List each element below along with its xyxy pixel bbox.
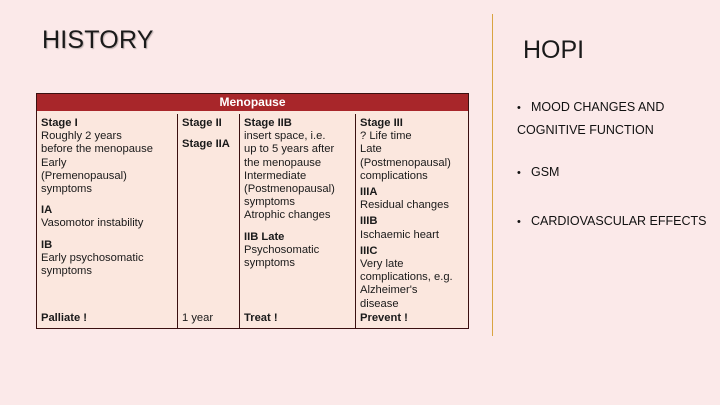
stage-1-text: (Premenopausal) xyxy=(41,169,127,182)
stage-3-text: Late xyxy=(360,143,382,156)
stage-1-text: Roughly 2 years xyxy=(41,130,122,143)
stage-ib-title: IB xyxy=(41,238,53,251)
vertical-divider xyxy=(492,14,493,336)
stage-3-column xyxy=(355,114,468,328)
bullet-dot-icon: • xyxy=(517,167,521,179)
stage-2b-column xyxy=(239,114,355,328)
bullet-text: MOOD CHANGES AND xyxy=(531,100,665,114)
stage-ia-text: Vasomotor instability xyxy=(41,217,144,230)
stage-3c-text: disease xyxy=(360,297,399,310)
hopi-bullet-list xyxy=(517,96,717,255)
stage-ia-title: IA xyxy=(41,204,53,217)
stage-2-footer: 1 year xyxy=(182,311,214,324)
bullet-item xyxy=(517,163,717,182)
stage-2b-text: insert space, i.e. xyxy=(244,130,326,143)
stage-3-text: ? Life time xyxy=(360,130,412,143)
bullet-item xyxy=(517,96,717,141)
stage-3b-text: Ischaemic heart xyxy=(360,228,439,241)
stage-ib-text: Early psychosomatic xyxy=(41,251,144,264)
stage-3c-text: Alzheimer's xyxy=(360,284,418,297)
bullet-text: GSM xyxy=(531,165,560,179)
bullet-text-continued: COGNITIVE FUNCTION xyxy=(517,123,654,137)
stage-1-column xyxy=(37,114,177,328)
stage-3a-text: Residual changes xyxy=(360,199,449,212)
stage-3-footer: Prevent ! xyxy=(360,311,408,324)
stage-1-title: Stage I xyxy=(41,117,78,129)
slide-title: HISTORY xyxy=(42,26,154,54)
bullet-dot-icon: • xyxy=(517,216,521,228)
stage-1-text: Early xyxy=(41,156,67,169)
stage-2b-text: Atrophic changes xyxy=(244,209,331,222)
stage-1-footer: Palliate ! xyxy=(41,311,88,324)
menopause-table xyxy=(36,93,469,329)
stage-2b-late-text: symptoms xyxy=(244,257,295,270)
stage-2b-late-title: IIB Late xyxy=(244,230,285,243)
bullet-item xyxy=(517,212,717,231)
stage-2b-text: (Postmenopausal) xyxy=(244,183,335,196)
stage-1-text: symptoms xyxy=(41,183,92,196)
stage-3-text: complications xyxy=(360,169,428,182)
stage-2b-text: Intermediate xyxy=(244,169,307,182)
bullet-dot-icon: • xyxy=(517,102,521,114)
stage-1-text: before the menopause xyxy=(41,143,153,156)
stage-ib-text: symptoms xyxy=(41,265,92,278)
stage-3c-text: Very late xyxy=(360,258,404,271)
stage-2b-footer: Treat ! xyxy=(244,311,278,324)
stage-2b-text: the menopause xyxy=(244,156,322,169)
stage-2-title: Stage II xyxy=(182,117,222,129)
stage-2b-late-text: Psychosomatic xyxy=(244,243,320,256)
table-header: Menopause xyxy=(37,94,468,111)
stage-2a-title: Stage IIA xyxy=(182,138,230,151)
bullet-text: CARDIOVASCULAR EFFECTS xyxy=(531,214,707,228)
stage-3-text: (Postmenopausal) xyxy=(360,156,451,169)
stage-2b-title: Stage IIB xyxy=(244,117,292,129)
hopi-title: HOPI xyxy=(523,36,585,64)
stage-2b-text: up to 5 years after xyxy=(244,143,335,156)
stage-2b-text: symptoms xyxy=(244,196,295,209)
stage-3c-text: complications, e.g. xyxy=(360,271,453,284)
stage-3b-title: IIIB xyxy=(360,215,378,228)
stage-3c-title: IIIC xyxy=(360,244,378,257)
stage-3-title: Stage III xyxy=(360,117,403,129)
stage-2-column xyxy=(177,114,239,328)
stage-3a-title: IIIA xyxy=(360,186,378,199)
